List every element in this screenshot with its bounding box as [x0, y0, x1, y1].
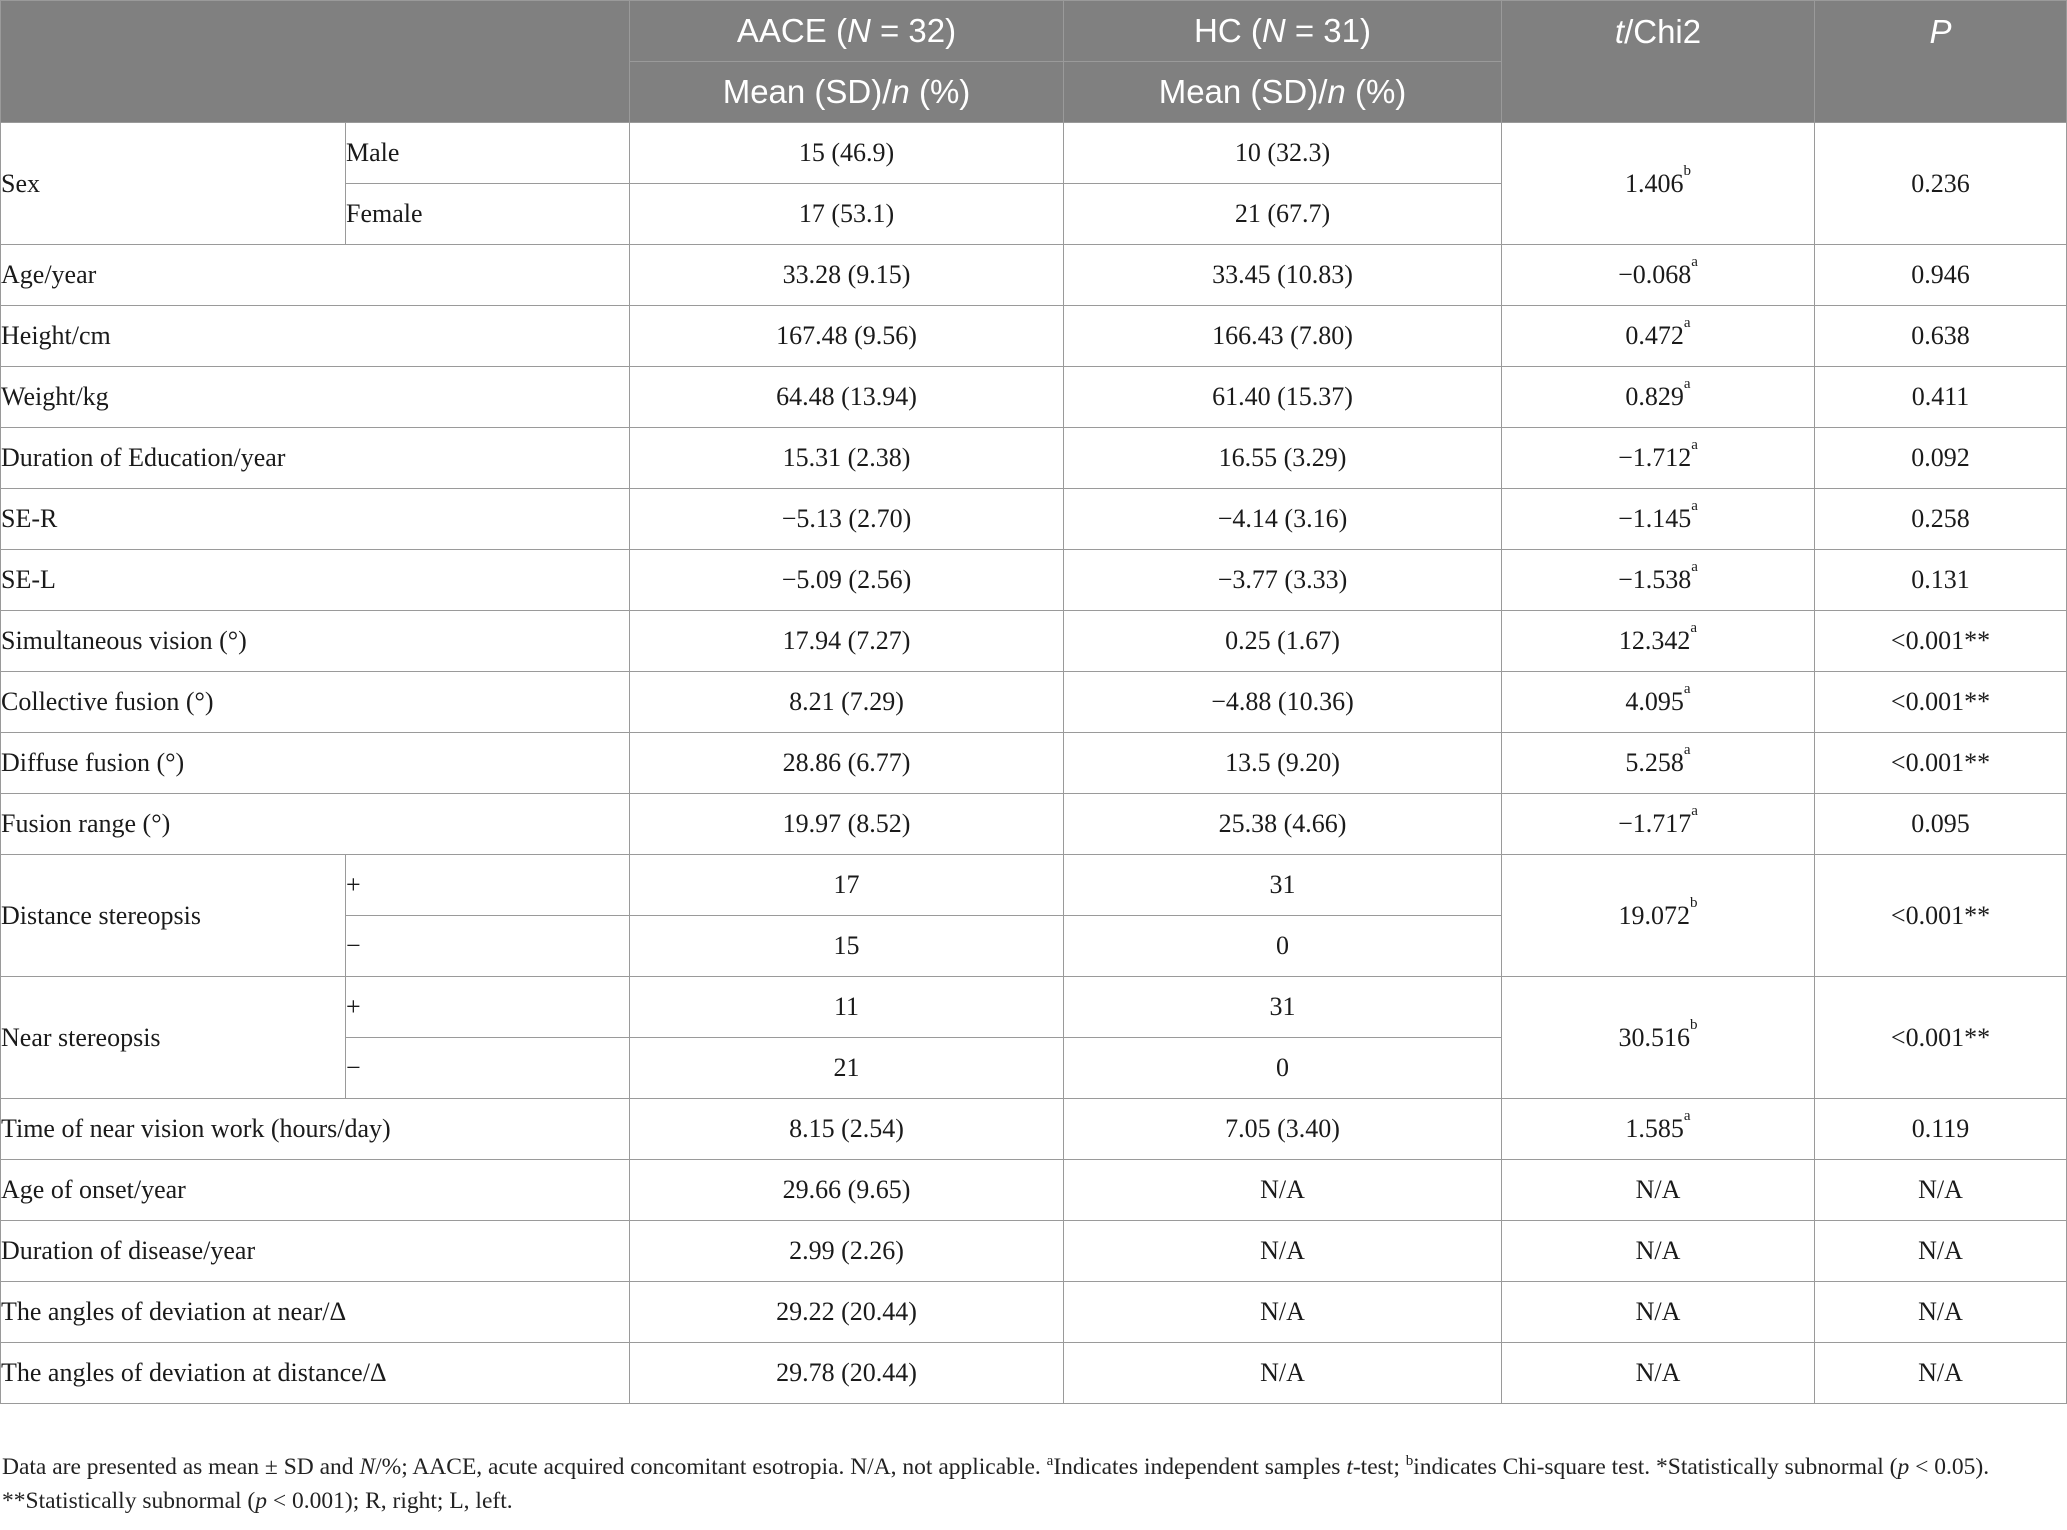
hc-cell: −4.14 (3.16) — [1064, 489, 1502, 550]
aace-cell: −5.13 (2.70) — [630, 489, 1064, 550]
stat-cell: 0.829$^a$ — [1502, 367, 1815, 428]
table-row — [1, 1099, 2067, 1160]
p-cell: 0.119 — [1815, 1099, 2067, 1160]
aace-cell: 64.48 (13.94) — [630, 367, 1064, 428]
aace-cell: 8.21 (7.29) — [630, 672, 1064, 733]
sub-label: − — [346, 1038, 630, 1099]
row-label: SE-L — [1, 550, 630, 611]
table-row — [1, 855, 2067, 916]
p-cell: N/A — [1815, 1221, 2067, 1282]
row-label: Age of onset/year — [1, 1160, 630, 1221]
p-cell: <0.001** — [1815, 733, 2067, 794]
row-label: Near stereopsis — [1, 977, 346, 1099]
stat-cell: N/A — [1502, 1221, 1815, 1282]
table-footnote — [2, 1450, 2042, 1518]
stat-cell: 4.095$^a$ — [1502, 672, 1815, 733]
table-row — [1, 550, 2067, 611]
p-cell: <0.001** — [1815, 611, 2067, 672]
hc-cell: N/A — [1064, 1160, 1502, 1221]
sub-label: Male — [346, 123, 630, 184]
sub-label: + — [346, 855, 630, 916]
stat-cell: N/A — [1502, 1160, 1815, 1221]
stat-cell: 1.406$^b$ — [1502, 123, 1815, 245]
hc-cell: N/A — [1064, 1282, 1502, 1343]
table-row — [1, 733, 2067, 794]
hc-cell: N/A — [1064, 1221, 1502, 1282]
row-label: Time of near vision work (hours/day) — [1, 1099, 630, 1160]
hc-cell: 31 — [1064, 855, 1502, 916]
p-cell: 0.946 — [1815, 245, 2067, 306]
aace-cell: −5.09 (2.56) — [630, 550, 1064, 611]
stat-cell: 1.585$^a$ — [1502, 1099, 1815, 1160]
stat-cell: −0.068$^a$ — [1502, 245, 1815, 306]
table-row — [1, 489, 2067, 550]
row-label: Height/cm — [1, 306, 630, 367]
p-cell: 0.236 — [1815, 123, 2067, 245]
aace-cell: 29.66 (9.65) — [630, 1160, 1064, 1221]
sub-label: + — [346, 977, 630, 1038]
row-label: Weight/kg — [1, 367, 630, 428]
row-label: The angles of deviation at distance/Δ — [1, 1343, 630, 1404]
p-cell: 0.258 — [1815, 489, 2067, 550]
header-aace: AACE (N = 32) — [630, 1, 1064, 62]
header-p: P — [1815, 1, 2067, 123]
row-label: Collective fusion (°) — [1, 672, 630, 733]
aace-cell: 11 — [630, 977, 1064, 1038]
p-cell: <0.001** — [1815, 977, 2067, 1099]
subheader-aace: Mean (SD)/n (%) — [630, 62, 1064, 123]
aace-cell: 33.28 (9.15) — [630, 245, 1064, 306]
hc-cell: 31 — [1064, 977, 1502, 1038]
stat-cell: 30.516$^b$ — [1502, 977, 1815, 1099]
row-label: Sex — [1, 123, 346, 245]
aace-cell: 15.31 (2.38) — [630, 428, 1064, 489]
row-label: Age/year — [1, 245, 630, 306]
aace-cell: 28.86 (6.77) — [630, 733, 1064, 794]
row-label: SE-R — [1, 489, 630, 550]
header-blank — [1, 1, 630, 123]
stat-cell: 5.258$^a$ — [1502, 733, 1815, 794]
row-label: Duration of Education/year — [1, 428, 630, 489]
aace-cell: 8.15 (2.54) — [630, 1099, 1064, 1160]
hc-cell: 25.38 (4.66) — [1064, 794, 1502, 855]
header-hc: HC (N = 31) — [1064, 1, 1502, 62]
row-label: The angles of deviation at near/Δ — [1, 1282, 630, 1343]
table-row — [1, 428, 2067, 489]
aace-cell: 17 (53.1) — [630, 184, 1064, 245]
p-cell: 0.095 — [1815, 794, 2067, 855]
aace-cell: 21 — [630, 1038, 1064, 1099]
aace-cell: 29.22 (20.44) — [630, 1282, 1064, 1343]
hc-cell: 16.55 (3.29) — [1064, 428, 1502, 489]
hc-cell: −4.88 (10.36) — [1064, 672, 1502, 733]
row-label: Fusion range (°) — [1, 794, 630, 855]
row-label: Diffuse fusion (°) — [1, 733, 630, 794]
stat-cell: −1.538$^a$ — [1502, 550, 1815, 611]
stat-cell: N/A — [1502, 1282, 1815, 1343]
aace-cell: 19.97 (8.52) — [630, 794, 1064, 855]
p-cell: N/A — [1815, 1282, 2067, 1343]
stat-cell: 19.072$^b$ — [1502, 855, 1815, 977]
p-cell: 0.638 — [1815, 306, 2067, 367]
sub-label: − — [346, 916, 630, 977]
table-row — [1, 977, 2067, 1038]
hc-cell: −3.77 (3.33) — [1064, 550, 1502, 611]
table-row — [1, 367, 2067, 428]
table-row — [1, 611, 2067, 672]
hc-cell: 61.40 (15.37) — [1064, 367, 1502, 428]
hc-cell: 7.05 (3.40) — [1064, 1099, 1502, 1160]
p-cell: N/A — [1815, 1160, 2067, 1221]
table-row — [1, 123, 2067, 184]
header-stat: t/Chi2 — [1502, 1, 1815, 123]
aace-cell: 2.99 (2.26) — [630, 1221, 1064, 1282]
hc-cell: 166.43 (7.80) — [1064, 306, 1502, 367]
hc-cell: 13.5 (9.20) — [1064, 733, 1502, 794]
table-row — [1, 1221, 2067, 1282]
p-cell: N/A — [1815, 1343, 2067, 1404]
row-label: Duration of disease/year — [1, 1221, 630, 1282]
aace-cell: 17 — [630, 855, 1064, 916]
aace-cell: 29.78 (20.44) — [630, 1343, 1064, 1404]
hc-cell: 0 — [1064, 916, 1502, 977]
stat-cell: −1.145$^a$ — [1502, 489, 1815, 550]
stat-cell: 12.342$^a$ — [1502, 611, 1815, 672]
aace-cell: 167.48 (9.56) — [630, 306, 1064, 367]
hc-cell: 0.25 (1.67) — [1064, 611, 1502, 672]
hc-cell: 0 — [1064, 1038, 1502, 1099]
table-row — [1, 1282, 2067, 1343]
stat-cell: 0.472$^a$ — [1502, 306, 1815, 367]
row-label: Simultaneous vision (°) — [1, 611, 630, 672]
table-row — [1, 245, 2067, 306]
hc-cell: 21 (67.7) — [1064, 184, 1502, 245]
table-row — [1, 794, 2067, 855]
p-cell: <0.001** — [1815, 672, 2067, 733]
sub-label: Female — [346, 184, 630, 245]
aace-cell: 15 — [630, 916, 1064, 977]
table-row — [1, 1343, 2067, 1404]
hc-cell: 10 (32.3) — [1064, 123, 1502, 184]
p-cell: 0.131 — [1815, 550, 2067, 611]
stat-cell: −1.712$^a$ — [1502, 428, 1815, 489]
hc-cell: 33.45 (10.83) — [1064, 245, 1502, 306]
stat-cell: N/A — [1502, 1343, 1815, 1404]
subheader-hc: Mean (SD)/n (%) — [1064, 62, 1502, 123]
p-cell: <0.001** — [1815, 855, 2067, 977]
stat-cell: −1.717$^a$ — [1502, 794, 1815, 855]
p-cell: 0.411 — [1815, 367, 2067, 428]
table-row — [1, 672, 2067, 733]
table-row — [1, 306, 2067, 367]
hc-cell: N/A — [1064, 1343, 1502, 1404]
aace-cell: 17.94 (7.27) — [630, 611, 1064, 672]
aace-cell: 15 (46.9) — [630, 123, 1064, 184]
row-label: Distance stereopsis — [1, 855, 346, 977]
footnote-text: Data are presented as mean ± SD and N/%; AACE, acute acquired concomitant esotropia. N/A, not applicable. $^a$Indicates independent samples t-test; $^b$indicates Chi-square test. *Statistically subnormal (p < 0.05). **Statistically subnormal (p < 0.001); R, right; L, left. — [2, 1453, 1990, 1514]
table-row — [1, 1160, 2067, 1221]
p-cell: 0.092 — [1815, 428, 2067, 489]
